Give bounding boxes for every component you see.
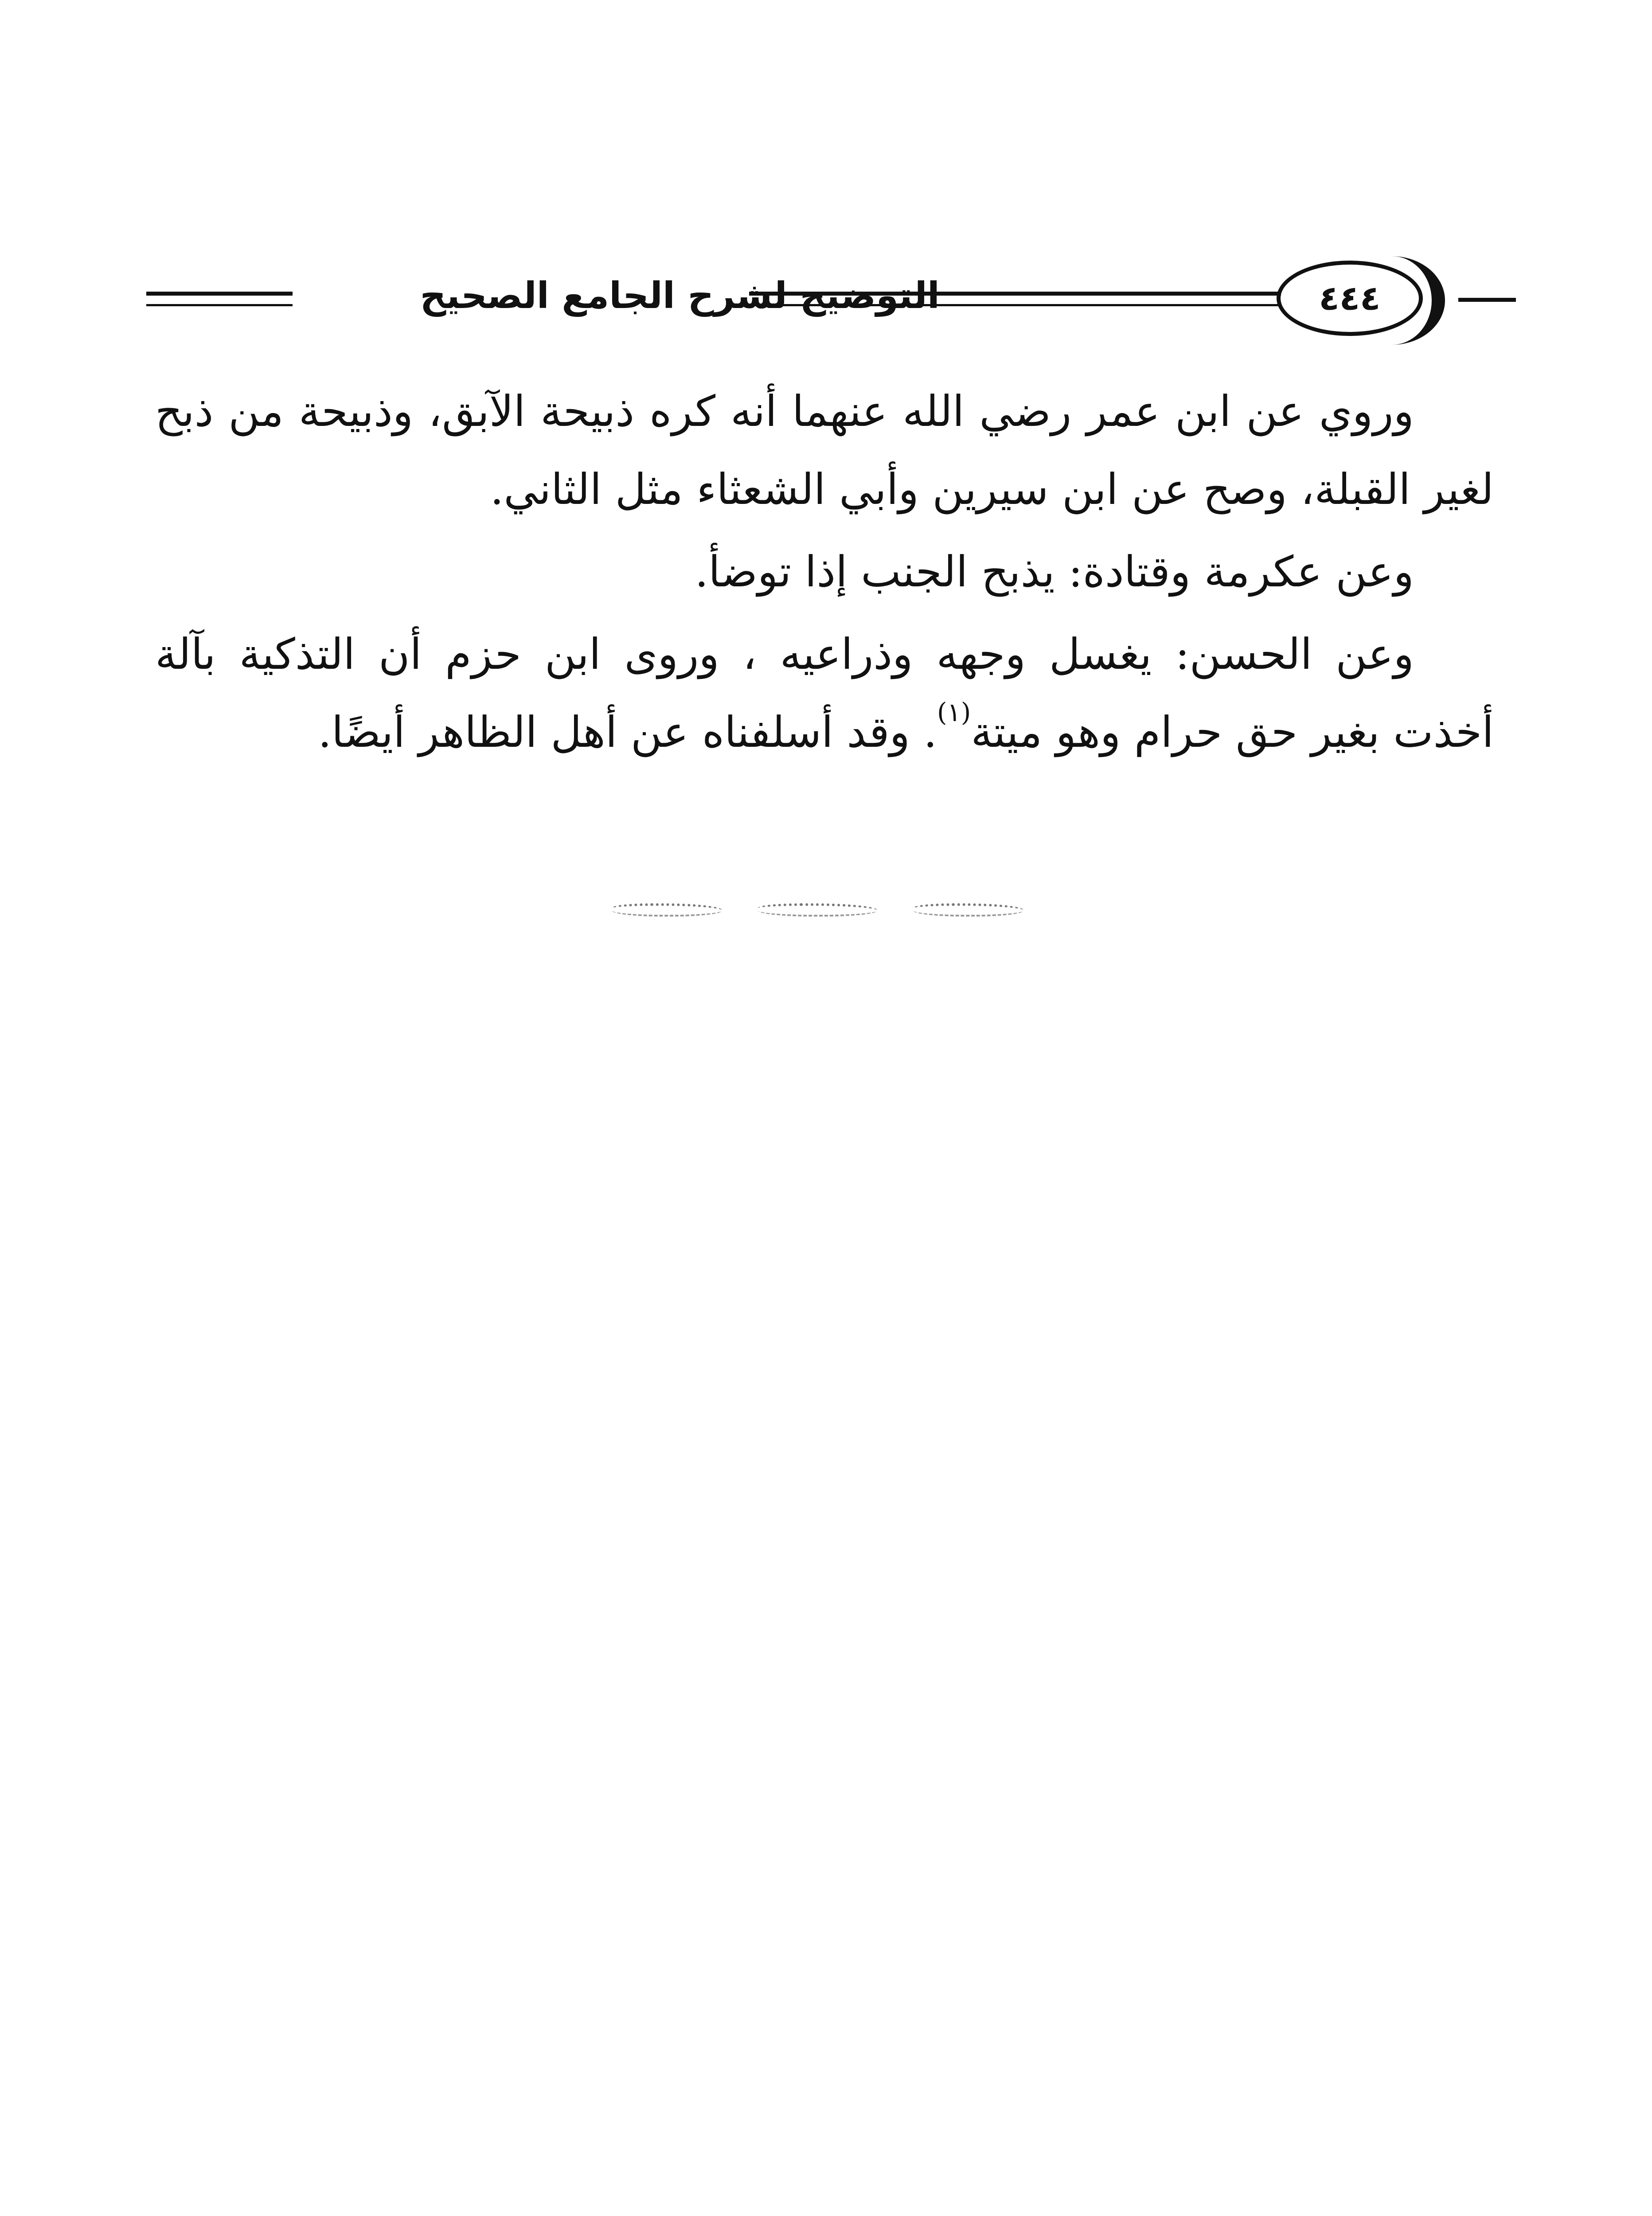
running-header — [146, 248, 1516, 363]
page-number: ٤٤٤ — [1319, 278, 1381, 318]
header-rule-middle-bottom — [749, 304, 1281, 306]
paragraph-3 — [155, 615, 1494, 771]
paragraph-3-text-a: وعن الحسن: يغسل وجهه وذراعيه ، وروى ابن حزم أن التذكية بآلة أخذت بغير حق حرام وهو ميتة — [155, 629, 1494, 757]
header-rule-middle-top — [749, 292, 1281, 296]
paragraph-2: وعن عكرمة وقتادة: يذبح الجنب إذا توضأ. — [695, 547, 1414, 597]
header-rule-right — [1458, 298, 1516, 302]
main-text — [155, 372, 1494, 771]
header-rule-left-bottom — [146, 304, 293, 306]
footnote-reference[interactable]: (١) — [937, 697, 971, 727]
ornament-segment — [758, 903, 878, 917]
section-ornament — [612, 895, 1028, 922]
running-header-title: التوضيح لشرح الجامع الصحيح — [420, 275, 940, 317]
ornament-segment — [913, 903, 1024, 917]
header-rule-left-top — [146, 292, 293, 296]
paragraph-1: وروي عن ابن عمر رضي الله عنهما أنه كره ذبيحة الآبق، وذبيحة من ذبح لغير القبلة، وصح عن ابن سيرين وأبي الشعثاء مثل الثاني. — [155, 386, 1494, 514]
paragraph-3-text-b: . وقد أسلفناه عن أهل الظاهر أيضًا. — [318, 707, 937, 757]
page-number-emblem — [1272, 256, 1463, 345]
ornament-segment — [612, 903, 723, 917]
